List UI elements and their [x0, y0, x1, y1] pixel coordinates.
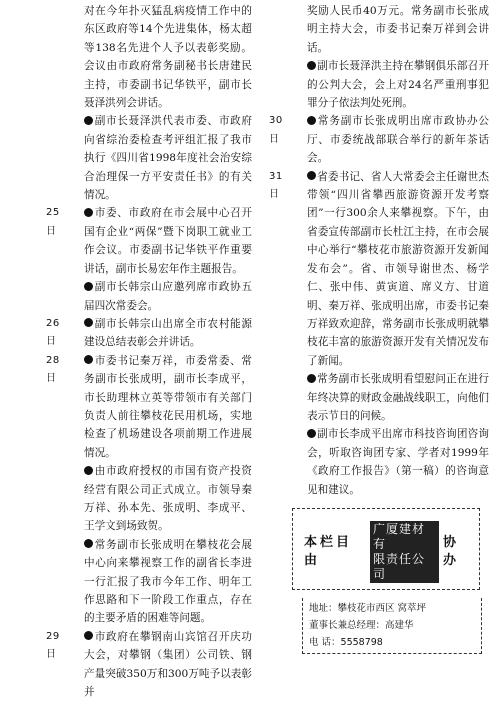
- sponsor-suffix: 协办: [443, 534, 460, 568]
- list-item: 常务副市长张成明看望慰问正在进行年终决算的财政金融战线职工，向他们表示节日的问候。: [307, 373, 489, 422]
- list-item: 市政府在攀钢南山宾馆召开庆功大会，对攀钢（集团）公司铁、钢产量突破350万和300万吨予以表彰并: [84, 630, 252, 699]
- entry-day-28: [40, 352, 252, 628]
- bullet-icon: [84, 208, 93, 217]
- bullet-icon: [84, 282, 93, 291]
- list-item: 副市长韩宗山出席全市农村能源建设总结表彰会并讲话。: [84, 317, 252, 349]
- day-label: 26 日: [46, 317, 60, 348]
- right-column: [263, 2, 489, 499]
- sponsor-prefix: 本栏目由: [304, 534, 353, 568]
- bullet-icon: [307, 116, 316, 125]
- bullet-icon: [84, 631, 93, 640]
- bullet-icon: [307, 374, 316, 383]
- sponsor-address: 地址：攀枝花市西区 窝萃坪: [309, 603, 427, 614]
- carry-item: 副市长聂泽洪主持在攀钢俱乐部召开的公判大会，会上对24名严重刑事犯罪分子依法判处死刑。: [307, 60, 489, 110]
- bullet-icon: [84, 318, 93, 327]
- list-item: 由市政府授权的市国有资产投资经营有限公司正式成立。市领导秦万祥、孙本先、张成明、李成平、王学文到场致贺。: [84, 465, 252, 533]
- list-item: 副市长韩宗山应邀列席市政协五届四次常委会。: [84, 281, 252, 312]
- sponsor-box: [292, 508, 482, 654]
- bullet-icon: [84, 466, 93, 475]
- bullet-icon: [84, 116, 93, 125]
- company-line-2: 限责任公司: [373, 552, 426, 581]
- bullet-icon: [84, 539, 93, 548]
- carry-over-paragraph: 奖励人民币40万元。常务副市长张成明主持大会，市委书记秦万祥到会讲话。: [307, 5, 489, 54]
- company-line-1: 广厦建材有: [373, 522, 426, 551]
- bullet-icon: [307, 61, 316, 70]
- day-label: 25 日: [46, 207, 60, 237]
- entry-day-29: [40, 628, 252, 701]
- day-label: 31 日: [269, 170, 283, 201]
- list-item: 市委、市政府在市会展中心召开国有企业“两保”暨下岗职工就业工作会议。市委副书记华铁平作重要讲话，副市长易宏年作主题报告。: [84, 207, 252, 275]
- list-item: 常务副市长张成明在攀枝花会展中心向来攀视察工作的副省长李进一行汇报了我市今年工作、明年工作思路和下一阶段工作重点，存在的主要矛盾的困难等问题。: [84, 538, 252, 625]
- bullet-icon: [84, 355, 93, 364]
- bullet-icon: [307, 429, 316, 438]
- sponsor-company: [370, 521, 439, 583]
- sponsor-phone: 电 话：5558798: [309, 637, 383, 648]
- intro-paragraph: 对在今年扑灭猛乱病疫情工作中的东区政府等14个先进集体，杨太超等138名先进个人予以表彰奖励。会议由市政府常务副秘书长唐建民主持，市委副书记华铁平，副市长聂泽洪列会讲话。: [84, 5, 252, 110]
- list-item: 省委书记、省人大常委会主任谢世杰带领“四川省攀西旅游资源开发考察团”一行300余人来攀视察。下午，由省委宣传部副市长杜江主持，在市会展中心举行“攀枝花市旅游资源开发新闻发布会”。省、市领导谢世杰、杨学仁、张中伟、黄寅道、席义方、甘道明、秦万祥、张成明出席，市委书记秦万祥致欢迎辞，常务副市长张成明就攀枝花丰富的旅游资源开发有关情况发布了新闻。: [307, 170, 489, 367]
- sponsor-banner: [304, 522, 474, 581]
- list-item: 常务副市长张成明出席市政协办公厅、市委统战部联合举行的新年茶话会。: [307, 115, 489, 165]
- left-column: [40, 2, 252, 701]
- day-label: 30 日: [269, 115, 283, 145]
- day-label: 28 日: [46, 354, 60, 385]
- list-item: 市委书记秦万祥，市委常委、常务副市长张成明，副市长李成平，市长助理林立英等带领市有关部门负责人前往攀枝花民用机场，实地检查了机场建设各项前期工作进展情况。: [84, 354, 252, 459]
- bullet-icon: [307, 171, 316, 180]
- day-label: 29 日: [46, 630, 60, 661]
- entry-day-25: [40, 204, 252, 314]
- sponsor-chairman: 董事长兼总经理：高建华: [309, 620, 414, 631]
- intro-item: 副市长聂泽洪代表市委、市政府向省综治委检查考评组汇报了我市执行《四川省1998年度社会治安综合治理保一方平安责任书》的有关情况。: [84, 115, 252, 202]
- list-item: 副市长李成平出席市科技咨询团咨询会，听取咨询团专家、学者对1999年《政府工作报告》（第一稿）的咨询意见和建议。: [307, 428, 489, 496]
- sponsor-contact: [302, 598, 482, 654]
- entry-day-26: [40, 315, 252, 352]
- entry-day-30: [263, 112, 489, 167]
- entry-day-31: [263, 168, 489, 499]
